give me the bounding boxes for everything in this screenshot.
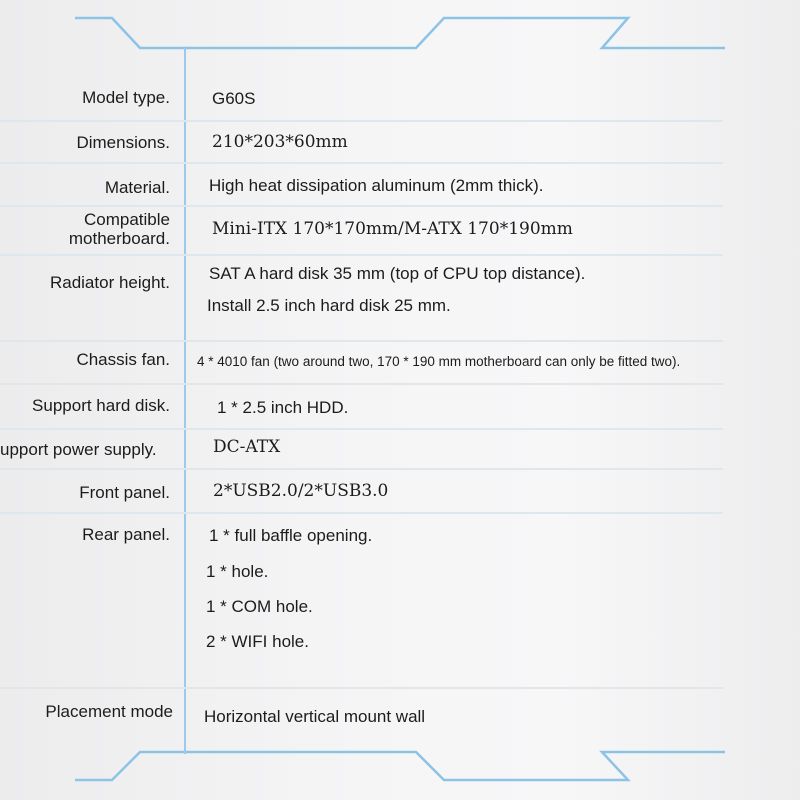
motherboard-label-line1: Compatible [84,210,170,229]
row-divider [0,687,723,689]
row-divider [0,120,723,122]
front-panel-label: Front panel. [79,483,170,502]
material-label: Material. [104,178,170,197]
hard-disk-value: 1 * 2.5 inch HDD. [217,398,349,417]
rear-panel-item: 1 * hole. [206,562,269,581]
dimensions-value: 210*203*60mm [212,132,348,152]
model-type-value: G60S [212,89,256,108]
row-divider [0,428,723,430]
chassis-fan-value: 4 * 4010 fan (two around two, 170 * 190 mm motherboard can only be fitted two). [197,354,681,369]
radiator-height-value-line1: SAT A hard disk 35 mm (top of CPU top distance). [209,264,586,283]
model-type-label: Model type. [82,88,170,107]
chassis-fan-label: Chassis fan. [76,350,170,369]
rear-panel-item: 1 * full baffle opening. [209,526,373,545]
hard-disk-label: Support hard disk. [32,396,170,415]
top-frame-line [75,18,725,48]
motherboard-label-line2: motherboard. [68,229,170,248]
material-value: High heat dissipation aluminum (2mm thick). [209,176,544,195]
placement-mode-label: Placement mode [45,702,173,721]
row-divider [0,254,723,256]
rear-panel-item: 2 * WIFI hole. [206,632,309,651]
row-divider [0,340,723,342]
radiator-height-label: Radiator height. [49,273,170,292]
motherboard-value: Mini-ITX 170*170mm/M-ATX 170*190mm [212,219,573,239]
power-supply-value: DC-ATX [213,437,281,457]
power-supply-label: upport power supply. [0,440,157,459]
placement-mode-value: Horizontal vertical mount wall [204,707,426,726]
row-divider [0,383,723,385]
row-divider [0,468,723,470]
row-divider [0,162,723,164]
row-divider [0,205,723,207]
radiator-height-value-line2: Install 2.5 inch hard disk 25 mm. [207,296,451,315]
dimensions-label: Dimensions. [76,133,170,152]
column-divider [184,48,186,754]
row-divider [0,512,723,514]
rear-panel-item: 1 * COM hole. [206,597,313,616]
front-panel-value: 2*USB2.0/2*USB3.0 [213,481,389,501]
bottom-frame-line [75,752,725,780]
rear-panel-label: Rear panel. [82,525,170,544]
